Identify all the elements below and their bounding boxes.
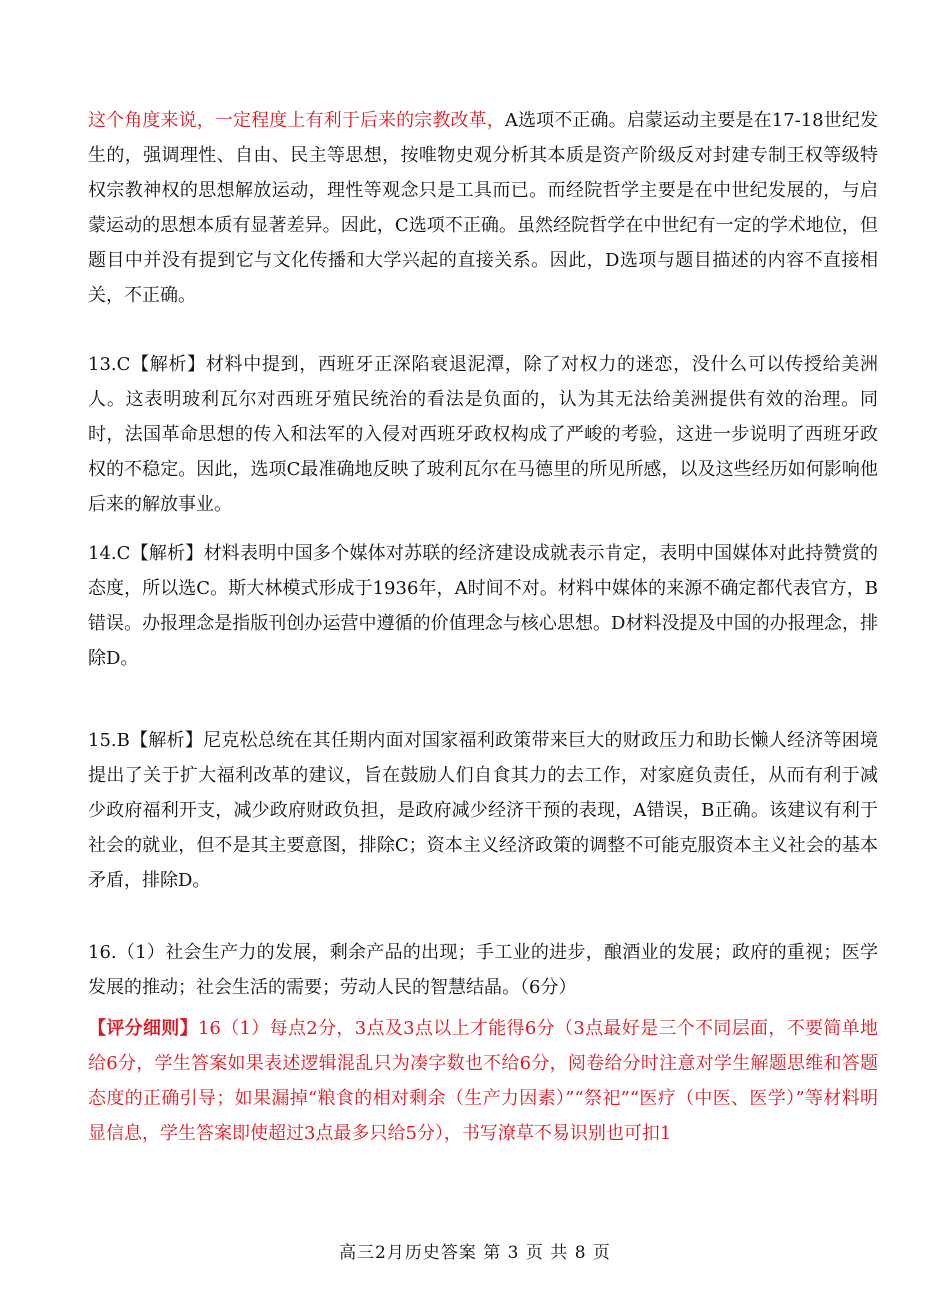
grading-rules — [88, 1011, 878, 1151]
q13-explanation — [88, 347, 878, 522]
q15-text: 尼克松总统在其任期内面对国家福利政策带来巨大的财政压力和助长懒人经济等困境提出了关于扩大福利改革的建议，旨在鼓励人们自食其力的去工作，对家庭负责任，从而有利于减少政府福利开支，减少政府财政负担，是政府减少经济干预的表现，A错误，B正确。该建议有利于社会的就业，但不是其主要意图，排除C；资本主义经济政策的调整不可能克服资本主义社会的基本矛盾，排除D。 — [88, 730, 878, 891]
q15-paragraph — [88, 723, 878, 898]
page-footer: 高三2月历史答案 第 3 页 共 8 页 — [339, 1243, 611, 1263]
q14-text: 材料表明中国多个媒体对苏联的经济建设成就表示肯定，表明中国媒体对此持赞赏的态度，所以选C。斯大林模式形成于1936年，A时间不对。材料中媒体的来源不确定都代表官方，B错误。办报理念是指版刊创办运营中遵循的价值理念与核心思想。D材料没提及中国的办报理念，排除D。 — [88, 543, 878, 669]
q14-paragraph — [88, 536, 878, 676]
q15-explanation — [88, 723, 878, 898]
q16-paragraph: 16.（1）社会生产力的发展，剩余产品的出现；手工业的进步，酿酒业的发展；政府的重视；医学发展的推动；社会生活的需要；劳动人民的智慧结晶。（6分） — [88, 942, 878, 998]
q13-heading: 13.C【解析】 — [88, 354, 206, 375]
q12-paragraph — [88, 103, 878, 313]
q14-explanation — [88, 536, 878, 676]
grading-text: 16（1）每点2分，3点及3点以上才能得6分（3点最好是三个不同层面，不要简单地给6分，学生答案如果表述逻辑混乱只为凑字数也不给6分，阅卷给分时注意对学生解题思维和答题态度的正确引导；如果漏掉“粮食的相对剩余（生产力因素）”“祭祀”“医疗（中医、医学）”等材料明显信息，学生答案即使超过3点最多只给5分），书写潦草不易识别也可扣1 — [88, 1018, 878, 1144]
grading-paragraph — [88, 1011, 878, 1151]
q14-heading: 14.C【解析】 — [88, 543, 204, 564]
q12-continuation — [88, 103, 878, 313]
q12-text: A选项不正确。启蒙运动主要是在17-18世纪发生的，强调理性、自由、民主等思想，按唯物史观分析其本质是资产阶级反对封建专制王权等级特权宗教神权的思想解放运动，理性等观念只是工具而已。而经院哲学主要是在中世纪发展的，与启蒙运动的思想本质有显著差异。因此，C选项不正确。虽然经院哲学在中世纪有一定的学术地位，但题目中并没有提到它与文化传播和大学兴起的直接关系。因此，D选项与题目描述的内容不直接相关，不正确。 — [88, 110, 879, 306]
q12-highlight: 这个角度来说，一定程度上有利于后来的宗教改革， — [88, 110, 505, 131]
q13-text: 材料中提到，西班牙正深陷衰退泥潭，除了对权力的迷恋，没什么可以传授给美洲人。这表明玻利瓦尔对西班牙殖民统治的看法是负面的，认为其无法给美洲提供有效的治理。同时，法国革命思想的传入和法军的入侵对西班牙政权构成了严峻的考验，这进一步说明了西班牙政权的不稳定。因此，选项C最准确地反映了玻利瓦尔在马德里的所见所感，以及这些经历如何影响他后来的解放事业。 — [88, 354, 879, 515]
q15-heading: 15.B【解析】 — [88, 730, 204, 751]
grading-heading: 【评分细则】 — [88, 1018, 198, 1039]
q13-paragraph — [88, 347, 878, 522]
q16-answer — [88, 935, 878, 1005]
